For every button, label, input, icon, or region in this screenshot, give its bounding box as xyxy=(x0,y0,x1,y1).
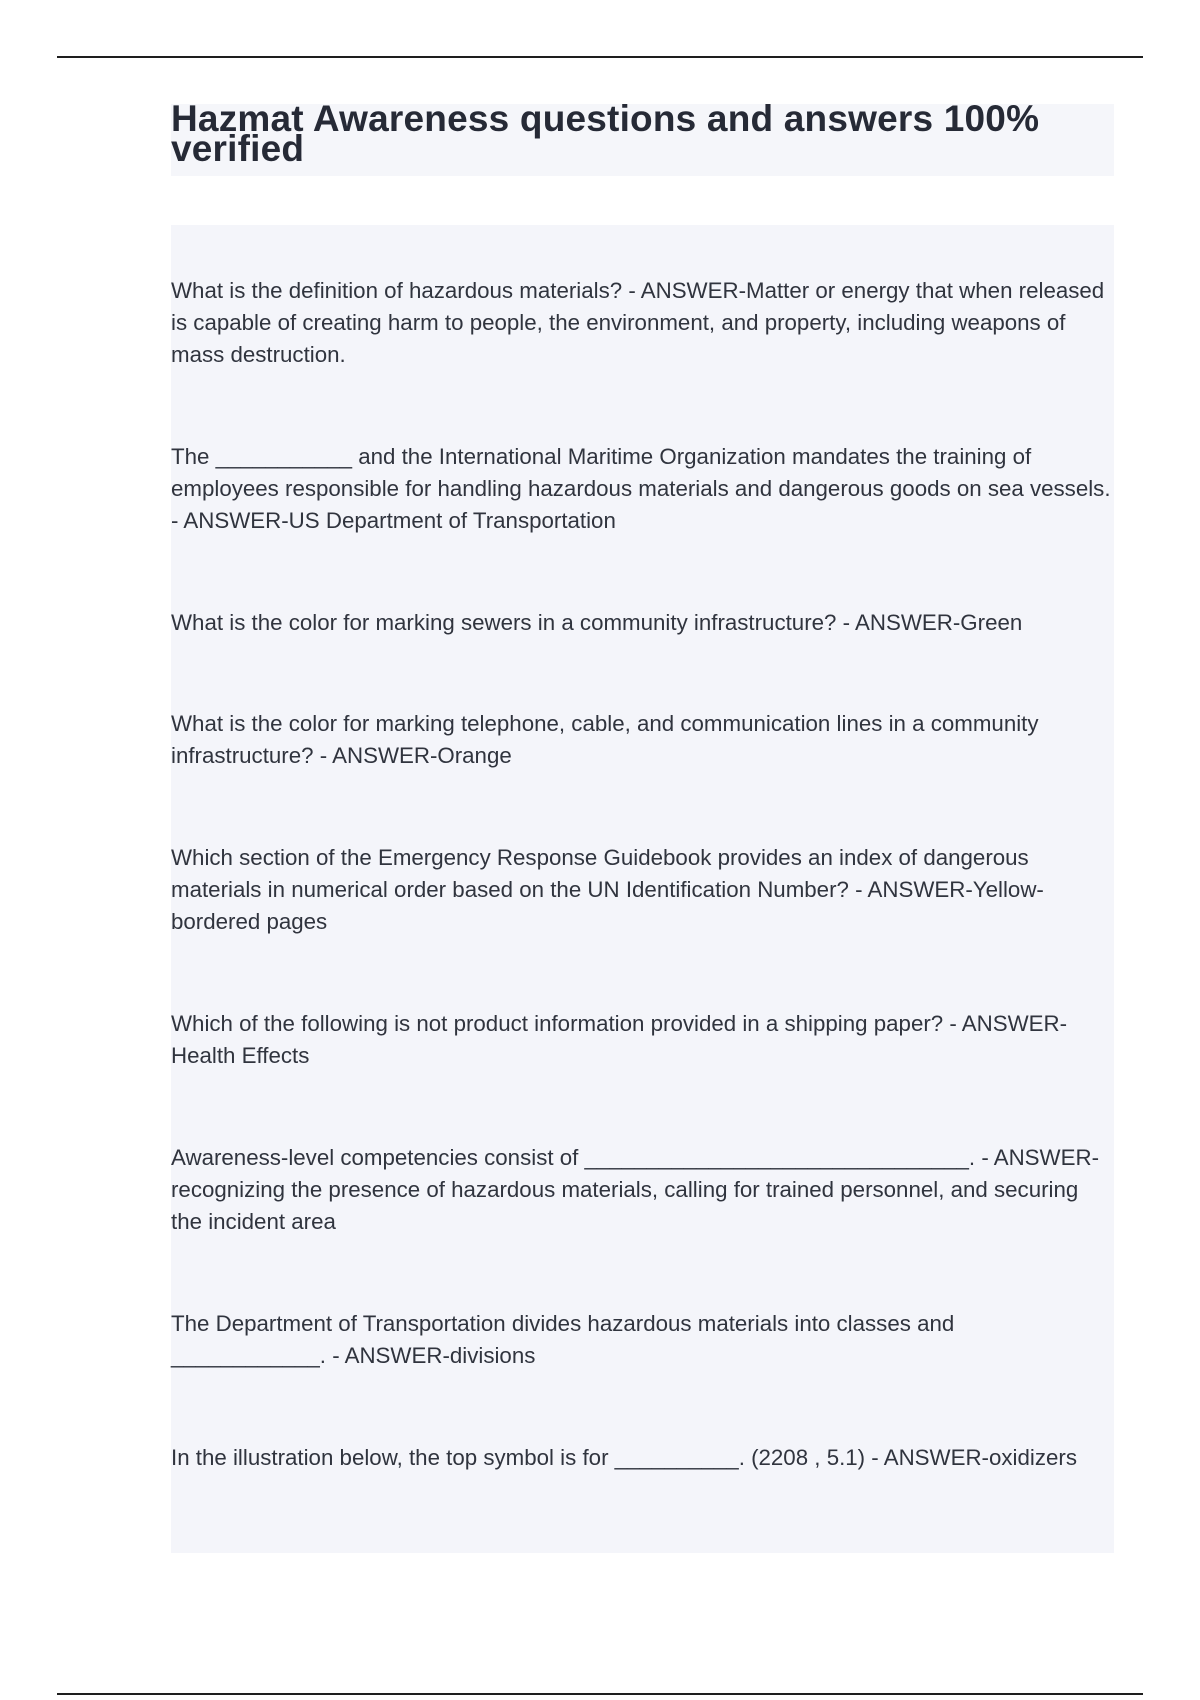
qa-item-6: Which of the following is not product information provided in a shipping paper? - ANSWER-Health Effects xyxy=(171,1011,1068,1068)
bottom-rule xyxy=(57,1693,1143,1695)
qa-item-3: What is the color for marking sewers in a community infrastructure? - ANSWER-Green xyxy=(171,610,1023,635)
qa-item-8: The Department of Transportation divides hazardous materials into classes and ____________. - ANSWER-divisions xyxy=(171,1311,955,1368)
qa-list xyxy=(171,225,1114,1553)
qa-item-7: Awareness-level competencies consist of _______________________________. - ANSWER-recognizing the presence of hazardous materials, calling for trained personnel, and securing the incident area xyxy=(171,1145,1099,1234)
qa-item-2: The ___________ and the International Maritime Organization mandates the training of employees responsible for handling hazardous materials and dangerous goods on sea vessels. - ANSWER-US Department of Transportation xyxy=(171,444,1111,533)
qa-item-1: What is the definition of hazardous materials? - ANSWER-Matter or energy that when released is capable of creating harm to people, the environment, and property, including weapons of mass destruction. xyxy=(171,278,1105,367)
top-rule xyxy=(57,56,1143,58)
qa-item-5: Which section of the Emergency Response Guidebook provides an index of dangerous materials in numerical order based on the UN Identification Number? - ANSWER-Yellow-bordered pages xyxy=(171,845,1044,934)
qa-item-9: In the illustration below, the top symbol is for __________. (2208 , 5.1) - ANSWER-oxidizers xyxy=(171,1445,1077,1470)
qa-item-4: What is the color for marking telephone, cable, and communication lines in a community infrastructure? - ANSWER-Orange xyxy=(171,711,1039,768)
title-block xyxy=(171,98,1114,176)
page-title: Hazmat Awareness questions and answers 100% verified xyxy=(171,98,1040,169)
